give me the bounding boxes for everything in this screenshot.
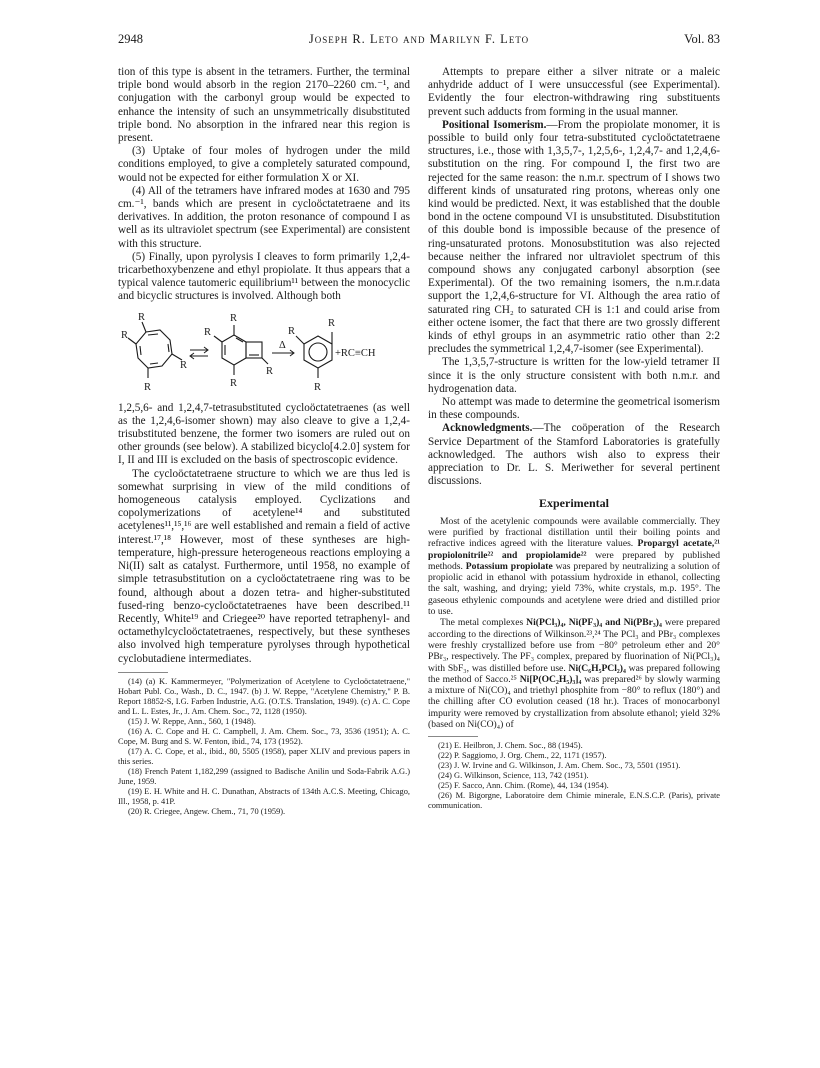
text-run: were prepared according to the directions of Wilkinson.²³,²⁴ The PCl₃ and PBr₃ complexes were freshly crystallized before use from −80° petroleum ether and 20° PBr₃, respectively. The PF₃ complex, prepared by fluorination of Ni(PCl₃)₄ with SbF₃, was distilled before use.	[428, 617, 720, 674]
paragraph: Attempts to prepare either a silver nitrate or a maleic anhydride adduct of I were unsuccessful (see Experimental). Evidently the four electron-withdrawing ring substituents prevent such adducts from forming in the usual manner.	[428, 66, 720, 118]
left-column	[118, 66, 410, 817]
acknowledgments	[428, 422, 720, 488]
paragraph	[428, 516, 720, 618]
footnote: (25) F. Sacco, Ann. Chim. (Rome), 44, 134 (1954).	[438, 781, 609, 791]
footnote: (16) A. C. Cope and H. C. Campbell, J. Am. Chem. Soc., 73, 3536 (1951); A. C. Cope, M. Burg and S. W. Fenton, ibid., 74, 173 (1952).	[118, 726, 410, 746]
cyclooctatetraene-structure	[128, 322, 182, 378]
paragraph: (3) Uptake of four moles of hydrogen under the mild conditions employed, to give a completely saturated compound, would not be expected for either formulation X or XI.	[118, 145, 410, 184]
substituent-label: R	[328, 317, 336, 329]
delta-symbol: Δ	[279, 339, 286, 351]
substituent-label: R	[138, 311, 146, 323]
compound-name: Ni(C₆H₅PCl₂)₄	[568, 662, 626, 674]
text-run: was prepared²⁶ by slowly warming a mixture of Ni(CO)₄ and triethyl phosphite from −80° to reflux (180°) and the chilling after CO evolution ceased (18 hr.). Traces of monocarbonyl impurity were removed by crystallization from absolute ethanol; yield 32% (based on Ni(CO)₄) of	[428, 673, 720, 731]
footnotes-left	[118, 677, 410, 817]
text-run: was prepared following the method of Sacco.²⁵	[428, 662, 720, 685]
paragraph: The 1,3,5,7-structure is written for the low-yield tetramer II since it is the only structure consistent with both n.m.r. and hydrogenation data.	[428, 356, 720, 395]
compound-name: Propargyl acetate,²¹ propiolonitrile²² and propiolamide²²	[428, 538, 720, 561]
footnote: (21) E. Heilbron, J. Chem. Soc., 88 (1945).	[438, 741, 583, 751]
footnote: (14) (a) K. Kammermeyer, "Polymerization of Acetylene to Cycloöctatetraene," Hobart Publ. Co., Wash., D. C., 1947. (b) J. W. Reppe, "Acetylene Chemistry," P. B. Report 18852-S, I.G. Farben Industrie, A.G. (O.T.S. Translation, 1949). (c) A. C. Cope and L. L. Estes, Jr., J. Am. Chem. Soc., 72, 1128 (1950).	[118, 676, 410, 716]
footnote-rule	[428, 736, 478, 737]
substituent-label: R	[204, 326, 212, 338]
substituent-label: R	[230, 312, 238, 324]
running-header	[118, 32, 720, 52]
paragraph: (4) All of the tetramers have infrared modes at 1630 and 795 cm.⁻¹, bands which are present in cycloöctatetraene and its derivatives. In addition, the proton resonance of compound I as well as its ultraviolet spectrum (see Experimental) are consistent with this structure.	[118, 184, 410, 250]
paragraph-body: —From the propiolate monomer, it is possible to build only four tetra-substituted cycloöctatetraene structures, i.e., those with 1,3,5,7-, 1,2,5,6-, 1,2,4,7- and 1,2,4,6-substitution on the ring. For compound I, the first two are rejected for the same reason: the n.m.r. spectrum of I shows two different kinds of unsaturated ring protons, whereas only one kind would be predicted. Next, it was established that the double bond in the octene compound VI is unsubstituted. Disubstitution of this double bond is impossible because of the presence of ring-unsaturated protons. Monosubstitution was also rejected because neither the infrared nor ultraviolet spectrum of this compound shows any conjugated carbonyl absorption (see Experimental). Of the two remaining isomers, the n.m.r.data support the 1,2,4,6-structure for VI. Although the area ratio of saturated ring CH₂ to saturated CH is 1:1 and could arise from either octene isomer, the fact that there are two grossly different kinds of ethyl groups in an asymmetric ratio other than 2:2 precludes the symmetrical 1,2,4,7-isomer (see Experimental).	[428, 118, 721, 356]
footnote: (20) R. Criegee, Angew. Chem., 71, 70 (1959).	[128, 806, 286, 816]
substituent-label: R	[266, 365, 274, 377]
footnote: (26) M. Bigorgne, Laboratoire dem Chimie minerale, E.N.S.C.P. (Paris), private communication.	[428, 791, 720, 811]
footnote: (24) G. Wilkinson, Science, 113, 742 (1951).	[438, 771, 589, 781]
footnote: (23) J. W. Irvine and G. Wilkinson, J. Am. Chem. Soc., 73, 5501 (1951).	[438, 761, 681, 771]
page-number: 2948	[118, 32, 143, 46]
compound-name: Ni(PCl₃)₄, Ni(PF₃)₄ and Ni(PBr₃)₄	[526, 617, 662, 629]
substituent-label: R	[121, 329, 129, 341]
footnote: (22) P. Saggiomo, J. Org. Chem., 22, 1171 (1957).	[438, 751, 607, 761]
paragraph	[428, 617, 720, 730]
paragraph-body: —The coöperation of the Research Service Department of the Stamford Laboratories is gratefully acknowledged. The authors wish also to express their appreciation to Dr. L. S. Meriwether for several pertinent discussions.	[428, 422, 720, 488]
substituent-label: R	[180, 359, 188, 371]
paragraph: 1,2,5,6- and 1,2,4,7-tetrasubstituted cycloöctatetraenes (as well as the 1,2,4,6-isomer shown) may also cleave to give a 1,2,4-trisubstituted benzene, the former two isomers are ruled out on other grounds (see below). A stabilized bicyclo[4.2.0] system for I, II and III is excluded on the basis of spectroscopic evidence.	[118, 401, 410, 467]
bicyclooctatriene-structure	[214, 325, 268, 375]
benzene-structure	[296, 332, 332, 378]
paragraph: (5) Finally, upon pyrolysis I cleaves to form primarily 1,2,4-tricarbethoxybenzene and ethyl propiolate. It thus appears that a typical valence tautomeric equilibrium¹¹ between the monocyclic and bicyclic structures is involved. Although both	[118, 250, 410, 303]
substituent-label: R	[230, 377, 238, 389]
footnote-rule	[118, 672, 168, 673]
substituent-label: R	[314, 381, 322, 393]
text-run: The metal complexes	[440, 617, 527, 629]
right-column	[428, 66, 720, 811]
substituent-label: R	[288, 325, 296, 337]
compound-name: Ni[P(OC₂H₅)₃]₄	[519, 673, 582, 685]
volume-number: Vol. 83	[684, 32, 720, 46]
equilibrium-arrows	[190, 347, 208, 359]
acetylene-product: +RC≡CH	[335, 347, 376, 359]
paragraph-positional-isomerism	[428, 119, 720, 357]
footnotes-right	[428, 741, 720, 811]
footnote: (19) E. H. White and H. C. Dunathan, Abstracts of 134th A.C.S. Meeting, Chicago, Ill., 1958, p. 41P.	[118, 786, 410, 806]
paragraph: tion of this type is absent in the tetramers. Further, the terminal triple bond would absorb in the region 2170–2260 cm.⁻¹, and conjugation with the carbonyl group would be expected to enhance the intensity of such an unsymmetrically disubstituted triple bond. No absorption in the infrared near this region is present.	[118, 66, 410, 145]
text-run: was prepared by neutralizing a solution of propiolic acid in ethanol with potassium hydroxide in ethanol, collecting the salt, washing, and drying; yield 73%, white crystals, m.p. 195°. The gaseous ethylenic compounds and acetylene were dried and distilled prior to use.	[428, 560, 721, 618]
valence-tautomer-scheme	[118, 310, 410, 396]
footnote: (18) French Patent 1,182,299 (assigned to Badische Anilin und Soda-Fabrik A.G.) June, 1959.	[118, 766, 410, 786]
substituent-label: R	[144, 381, 152, 393]
footnote: (17) A. C. Cope, et al., ibid., 80, 5505 (1958), paper XLIV and previous papers in this series.	[118, 746, 410, 766]
text-run: Most of the acetylenic compounds were available commercially. They were purified by fractional distillation until their boiling points and refractive indices agreed with the literature values.	[428, 515, 720, 550]
section-run-in-heading: Positional Isomerism.	[442, 118, 547, 131]
experimental-text	[428, 516, 720, 731]
text-run: were prepared by published methods.	[428, 549, 720, 572]
section-run-in-heading: Acknowledgments.	[442, 422, 533, 435]
compound-name: Potassium propiolate	[465, 560, 553, 572]
paragraph: The cycloöctatetraene structure to which we are thus led is somewhat surprising in view of the mild conditions of homogeneous catalysis employed. Cyclizations and copolymerizations of acetylene¹⁴ and substituted acetylenes¹¹,¹⁵,¹⁶ are well established and remain a field of active interest.¹⁷,¹⁸ However, most of these syntheses are high-temperature, high-pressure heterogeneous reactions employing a Ni(II) salt as catalyst. Furthermore, until 1958, no example of simple tetrasubstitution on a cycloöctatetraene ring was to be found, although about a dozen tetra- and higher-substituted fused-ring benzo-cycloöctatetraenes have been described.¹¹ Recently, White¹⁹ and Criegee²⁰ have reported tetraphenyl- and octamethylcycloöctatetraenes, respectively, but these syntheses also involved high temperature pyrolyses through hypothetical cyclobutadiene intermediates.	[118, 467, 410, 665]
running-title-authors: Joseph R. Leto and Marilyn F. Leto	[308, 32, 530, 46]
footnote: (15) J. W. Reppe, Ann., 560, 1 (1948).	[128, 716, 256, 726]
paragraph: No attempt was made to determine the geometrical isomerism in these compounds.	[428, 396, 720, 422]
section-heading-experimental: Experimental	[539, 495, 609, 510]
